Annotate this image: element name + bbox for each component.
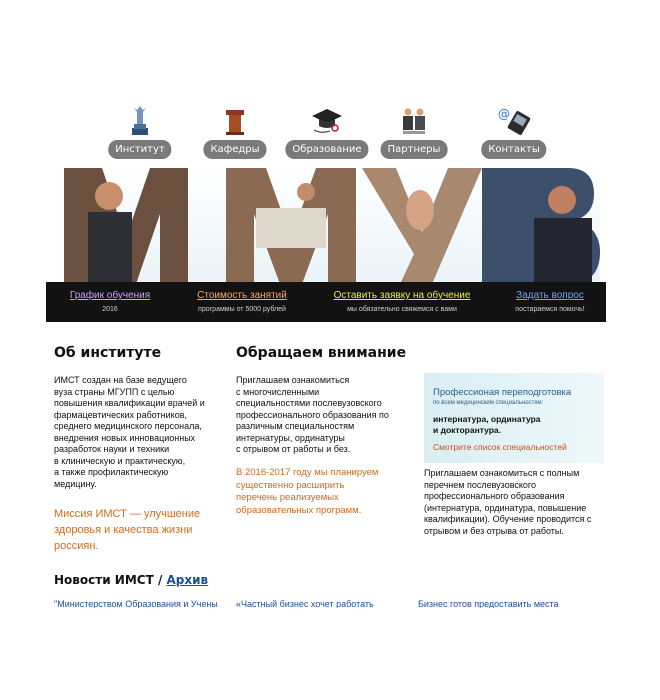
nav-label: Кафедры <box>203 140 266 159</box>
news-item-3[interactable]: Бизнес готов предоставить места <box>418 599 559 608</box>
schedule-sub: 2016 <box>102 306 118 313</box>
promo-body: интернатура, ординатура и докторантура. <box>433 414 541 435</box>
apply-link-block[interactable] <box>327 290 477 313</box>
nav-item-partners[interactable] <box>374 100 454 162</box>
promo-title: Профессионая переподготовка <box>433 387 572 398</box>
schedule-link-block[interactable] <box>66 290 154 313</box>
promo-subtitle: по всем медицинским специальностям: <box>433 400 544 406</box>
news-item-2[interactable]: «Частный бизнес хочет работать <box>236 599 374 608</box>
nav-label: Образование <box>285 140 368 159</box>
apply-sub: мы обязательно свяжемся с вами <box>347 306 457 313</box>
news-title: Новости ИМСТ <box>54 573 154 587</box>
statue-icon <box>123 104 157 136</box>
phone-email-icon <box>497 104 531 136</box>
archive-link[interactable]: Архив <box>166 573 209 587</box>
about-text: ИМСТ создан на базе ведущего вуза страны МГУПП с целью повышения квалификации врачей и фармацевтических работников, среднего медицинского персонала, внедрения новых инновационных разработок науки и техники в клиническую и практическую, а также профилактическую медицину. <box>54 375 205 489</box>
apply-link[interactable]: Оставить заявку на обучение <box>333 290 471 301</box>
attention-text: Приглашаем ознакомиться с многочисленными специальностями послевузовского профессионального образования по различным специальностям интернатуры, ординатуры с отрывом от работы и без. <box>236 375 389 454</box>
hero-banner <box>64 168 600 284</box>
question-link-block[interactable] <box>508 290 592 313</box>
nav-item-departments[interactable] <box>195 100 275 162</box>
price-sub: программы от 5000 рублей <box>198 306 286 313</box>
news-heading <box>54 573 208 587</box>
question-link[interactable]: Задать вопрос <box>516 290 584 301</box>
schedule-link[interactable]: График обучения <box>69 290 151 301</box>
about-title: Об институте <box>54 345 162 361</box>
logo-letter-m1 <box>64 168 188 284</box>
logo-letter-m2 <box>226 168 356 284</box>
graduation-cap-icon <box>310 104 344 136</box>
news-separator: / <box>153 573 167 587</box>
price-link[interactable]: Стоимость занятий <box>197 290 287 301</box>
logo-letter-u <box>362 168 482 284</box>
logo-letter-v <box>482 168 600 284</box>
nav-item-institute[interactable] <box>100 100 180 162</box>
nav-item-education[interactable] <box>287 100 367 162</box>
attention-title: Обращаем внимание <box>236 345 407 361</box>
news-item-1[interactable]: "Министерством Образования и Учены <box>54 599 218 608</box>
svg-text:@: @ <box>498 107 510 121</box>
people-icon <box>397 104 431 136</box>
banner-links-bar <box>46 282 606 322</box>
price-link-block[interactable] <box>191 290 293 313</box>
promo-description: Приглашаем ознакомиться с полным перечнем послевузовского профессионального образования (интернатура, ординатура, повышение квалификации). Обучение проводится с отрывом и без отрыва от работы. <box>424 468 592 536</box>
attention-highlight: В 2016-2017 году мы планируем существенно расширить перечень реализуемых образовательных программ. <box>236 467 379 516</box>
top-navigation <box>0 100 660 162</box>
nav-item-contacts[interactable] <box>474 100 554 162</box>
mission-text: Миссия ИМСТ — улучшение здоровья и качества жизни россиян. <box>54 508 201 552</box>
nav-label: Партнеры <box>381 140 448 159</box>
nav-label: Контакты <box>481 140 546 159</box>
question-sub: постараемся помочь! <box>515 306 585 313</box>
lectern-icon <box>218 104 252 136</box>
promo-link[interactable]: Смотрите список специальностей <box>433 442 567 452</box>
retraining-promo-banner[interactable] <box>424 373 604 463</box>
nav-label: Институт <box>108 140 171 159</box>
